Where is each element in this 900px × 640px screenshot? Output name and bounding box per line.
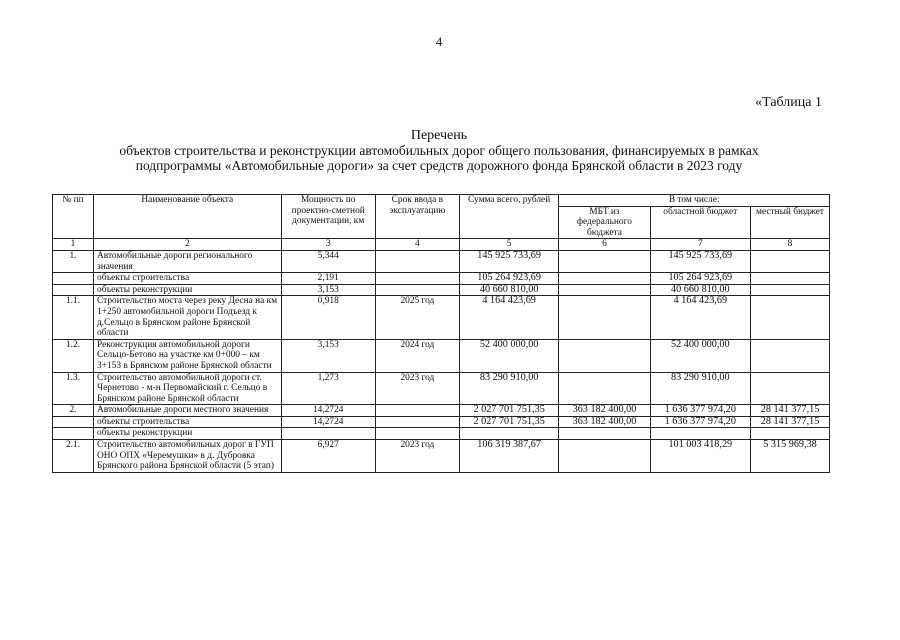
cell-mbt <box>559 273 650 285</box>
column-number: 4 <box>375 239 459 251</box>
cell-local <box>751 273 830 285</box>
table-row <box>53 284 830 296</box>
cell-mbt <box>559 250 650 272</box>
cell-total: 2 027 701 751,35 <box>459 416 558 428</box>
cell-term: 2024 год <box>375 339 459 372</box>
cell-term: 2023 год <box>375 372 459 405</box>
cell-num <box>53 273 94 285</box>
table-row <box>53 405 830 417</box>
table-row <box>53 416 830 428</box>
cell-mbt <box>559 428 650 440</box>
cell-name: объекты реконструкции <box>94 284 282 296</box>
cell-local <box>751 339 830 372</box>
cell-name: Строительство моста через реку Десна на км 1+250 автомобильной дороги Подъезд к д.Сельцо в Брянском районе Брянской области <box>94 296 282 339</box>
cell-num: 1.3. <box>53 372 94 405</box>
table-row <box>53 273 830 285</box>
table-row <box>53 428 830 440</box>
column-number: 5 <box>459 239 558 251</box>
table-row <box>53 440 830 473</box>
cell-num <box>53 416 94 428</box>
cell-name: Строительство автомобильных дорог в ГУП ОНО ОПХ «Черемушки» в д. Дубровка Брянского района Брянской области (5 этап) <box>94 440 282 473</box>
cell-term: 2023 год <box>375 440 459 473</box>
page-number: 4 <box>435 34 443 49</box>
cell-term <box>375 416 459 428</box>
column-number: 7 <box>650 239 750 251</box>
table-reference: «Таблица 1 <box>755 95 822 110</box>
column-number-row <box>53 239 830 251</box>
cell-regional: 101 003 418,29 <box>650 440 750 473</box>
cell-capacity: 6,927 <box>281 440 375 473</box>
cell-name: объекты строительства <box>94 416 282 428</box>
cell-term <box>375 273 459 285</box>
cell-mbt <box>559 296 650 339</box>
cell-regional: 52 400 000,00 <box>650 339 750 372</box>
cell-local <box>751 250 830 272</box>
cell-num: 2.1. <box>53 440 94 473</box>
cell-total: 106 319 387,67 <box>459 440 558 473</box>
header-term: Срок ввода в эксплуатацию <box>375 195 459 239</box>
cell-total: 4 164 423,69 <box>459 296 558 339</box>
cell-local <box>751 428 830 440</box>
cell-total: 145 925 733,69 <box>459 250 558 272</box>
cell-local <box>751 284 830 296</box>
header-num: № пп <box>53 195 94 239</box>
cell-mbt: 363 182 400,00 <box>559 416 650 428</box>
cell-name: Реконструкция автомобильной дороги Сельцо-Бетово на участке км 0+000 – км 3+153 в Брянском районе Брянской области <box>94 339 282 372</box>
table-row <box>53 250 830 272</box>
cell-capacity: 0,918 <box>281 296 375 339</box>
table-row <box>53 339 830 372</box>
table-row <box>53 372 830 405</box>
cell-num: 2. <box>53 405 94 417</box>
column-number: 6 <box>559 239 650 251</box>
header-capacity: Мощность по проектно-сметной документации, км <box>281 195 375 239</box>
column-number: 3 <box>281 239 375 251</box>
cell-num <box>53 284 94 296</box>
header-regional: областной бюджет <box>650 206 750 239</box>
cell-regional: 1 636 377 974,20 <box>650 405 750 417</box>
cell-num: 1.1. <box>53 296 94 339</box>
cell-name: Автомобильные дороги местного значения <box>94 405 282 417</box>
header-including: В том числе: <box>559 195 830 207</box>
cell-mbt <box>559 440 650 473</box>
cell-term <box>375 428 459 440</box>
title-line-1: Перечень <box>410 128 468 143</box>
column-number: 8 <box>751 239 830 251</box>
cell-local <box>751 372 830 405</box>
cell-mbt <box>559 339 650 372</box>
objects-table <box>52 194 830 473</box>
header-name: Наименование объекта <box>94 195 282 239</box>
cell-name: объекты реконструкции <box>94 428 282 440</box>
cell-regional: 83 290 910,00 <box>650 372 750 405</box>
cell-num <box>53 428 94 440</box>
title-line-2: объектов строительства и реконструкции автомобильных дорог общего пользования, финансируемых в рамках <box>119 143 759 158</box>
cell-total: 105 264 923,69 <box>459 273 558 285</box>
cell-capacity: 1,273 <box>281 372 375 405</box>
cell-capacity: 3,153 <box>281 284 375 296</box>
cell-total: 40 660 810,00 <box>459 284 558 296</box>
cell-mbt: 363 182 400,00 <box>559 405 650 417</box>
header-local: местный бюджет <box>751 206 830 239</box>
cell-name: объекты строительства <box>94 273 282 285</box>
cell-term <box>375 284 459 296</box>
cell-num: 1. <box>53 250 94 272</box>
cell-regional: 1 636 377 974,20 <box>650 416 750 428</box>
cell-capacity: 2,191 <box>281 273 375 285</box>
cell-regional: 145 925 733,69 <box>650 250 750 272</box>
cell-total <box>459 428 558 440</box>
cell-term: 2025 год <box>375 296 459 339</box>
cell-name: Автомобильные дороги регионального значения <box>94 250 282 272</box>
cell-local: 28 141 377,15 <box>751 416 830 428</box>
cell-local <box>751 296 830 339</box>
cell-total: 2 027 701 751,35 <box>459 405 558 417</box>
cell-regional: 40 660 810,00 <box>650 284 750 296</box>
table-row <box>53 296 830 339</box>
title-line-3: подпрограммы «Автомобильные дороги» за счет средств дорожного фонда Брянской области в 2023 году <box>135 158 743 173</box>
cell-regional: 105 264 923,69 <box>650 273 750 285</box>
column-number: 2 <box>94 239 282 251</box>
cell-term <box>375 250 459 272</box>
cell-capacity: 14,2724 <box>281 416 375 428</box>
header-total: Сумма всего, рублей <box>459 195 558 239</box>
cell-capacity: 3,153 <box>281 339 375 372</box>
cell-mbt <box>559 284 650 296</box>
cell-total: 52 400 000,00 <box>459 339 558 372</box>
cell-local: 28 141 377,15 <box>751 405 830 417</box>
cell-mbt <box>559 372 650 405</box>
cell-term <box>375 405 459 417</box>
cell-capacity <box>281 428 375 440</box>
document-title <box>0 128 878 173</box>
cell-regional <box>650 428 750 440</box>
cell-capacity: 5,344 <box>281 250 375 272</box>
cell-capacity: 14,2724 <box>281 405 375 417</box>
cell-total: 83 290 910,00 <box>459 372 558 405</box>
cell-local: 5 315 969,38 <box>751 440 830 473</box>
header-mbt: МБТ из федерального бюджета <box>559 206 650 239</box>
cell-regional: 4 164 423,69 <box>650 296 750 339</box>
cell-num: 1.2. <box>53 339 94 372</box>
cell-name: Строительство автомобильной дороги ст. Чернетово - м-н Первомайский г. Сельцо в Брянском районе Брянской области <box>94 372 282 405</box>
column-number: 1 <box>53 239 94 251</box>
